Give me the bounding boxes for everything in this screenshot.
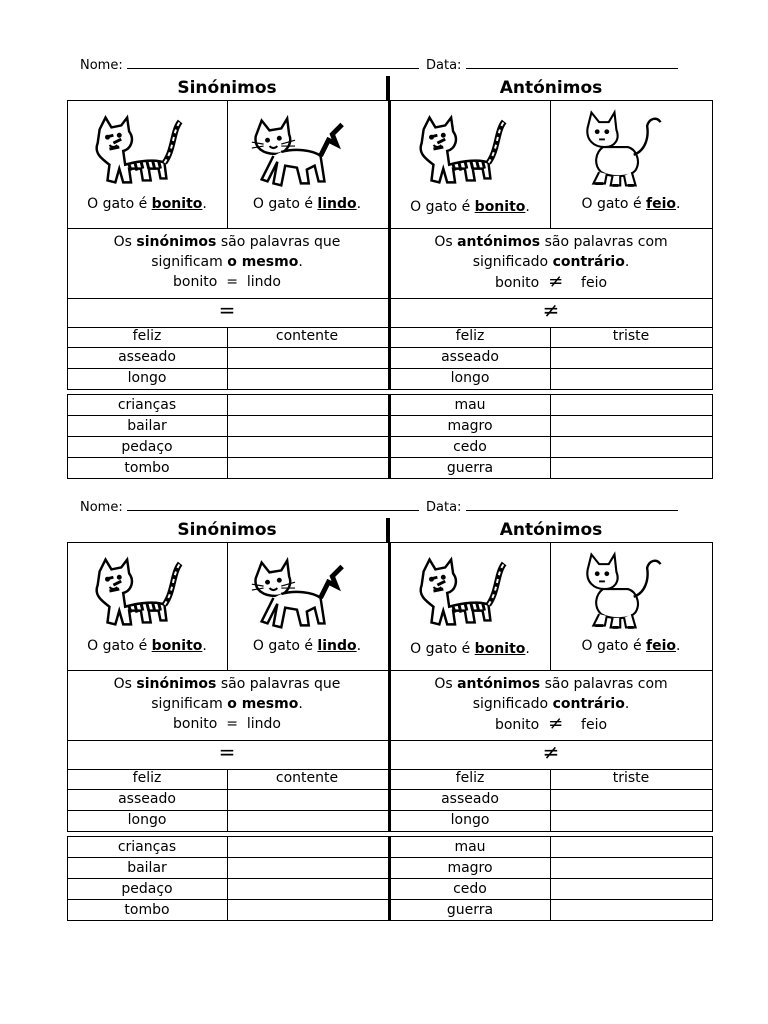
answer-cell[interactable] [550, 810, 712, 830]
not-equal-symbol: ≠ [542, 298, 560, 322]
worksheet [0, 0, 768, 476]
caption-antonym-a: O gato é bonito. [410, 199, 530, 215]
word-cell: asseado [441, 791, 499, 807]
word-cell: crianças [117, 397, 177, 413]
word-cell: longo [450, 812, 490, 828]
ugly-cat-icon [578, 106, 674, 192]
happy-cat-icon [242, 552, 350, 632]
word-cell: mau [454, 397, 486, 413]
caption-antonym-b: O gato é feio. [581, 638, 681, 654]
striped-cat-icon [80, 108, 188, 190]
synonyms-title: Sinónimos [177, 78, 277, 98]
name-label: Nome: [80, 500, 123, 515]
word-cell: tombo [124, 902, 170, 918]
synonyms-title: Sinónimos [177, 520, 277, 540]
word-cell: triste [612, 770, 650, 786]
answer-cell[interactable] [550, 789, 712, 809]
word-cell: crianças [117, 839, 177, 855]
word-cell: magro [447, 860, 493, 876]
word-cell: feliz [132, 770, 162, 786]
column-divider [386, 518, 390, 542]
not-equal-symbol: ≠ [542, 740, 560, 764]
caption-antonym-a: O gato é bonito. [410, 641, 530, 657]
answer-cell[interactable] [227, 789, 387, 809]
word-cell: longo [127, 370, 167, 386]
equals-symbol: = [218, 740, 236, 764]
date-line[interactable] [426, 56, 678, 73]
word-cell: magro [447, 418, 493, 434]
antonyms-title: Antónimos [499, 78, 603, 98]
answer-cell[interactable] [550, 837, 712, 921]
word-cell: asseado [118, 349, 176, 365]
date-label: Data: [426, 58, 462, 73]
word-cell: guerra [446, 460, 494, 476]
word-cell: cedo [453, 881, 487, 897]
answer-cell[interactable] [550, 368, 712, 388]
word-cell: tombo [124, 460, 170, 476]
word-cell: guerra [446, 902, 494, 918]
antonyms-definition: Os antónimos são palavras com significado contrário. bonito ≠ feio [434, 676, 668, 734]
name-line[interactable] [80, 498, 419, 515]
answer-cell[interactable] [227, 810, 387, 830]
word-cell: asseado [441, 349, 499, 365]
word-cell: mau [454, 839, 486, 855]
answer-cell[interactable] [227, 368, 387, 388]
caption-synonym-a: O gato é bonito. [87, 196, 207, 212]
caption-synonym-b: O gato é lindo. [252, 196, 362, 212]
ugly-cat-icon [578, 548, 674, 634]
antonyms-title: Antónimos [499, 520, 603, 540]
word-cell: bailar [127, 860, 167, 876]
word-cell: bailar [127, 418, 167, 434]
synonyms-definition: Os sinónimos são palavras que significam o mesmo. bonito = lindo [113, 234, 341, 290]
word-cell: feliz [455, 328, 485, 344]
striped-cat-icon [404, 550, 512, 632]
answer-cell[interactable] [550, 347, 712, 367]
date-line[interactable] [426, 498, 678, 515]
striped-cat-icon [404, 108, 512, 190]
caption-synonym-b: O gato é lindo. [252, 638, 362, 654]
word-cell: contente [275, 328, 339, 344]
answer-cell[interactable] [227, 837, 387, 921]
word-cell: contente [275, 770, 339, 786]
word-cell: triste [612, 328, 650, 344]
caption-antonym-b: O gato é feio. [581, 196, 681, 212]
equals-symbol: = [218, 298, 236, 322]
word-cell: longo [450, 370, 490, 386]
worksheet [0, 442, 768, 918]
caption-synonym-a: O gato é bonito. [87, 638, 207, 654]
word-cell: longo [127, 812, 167, 828]
antonyms-definition: Os antónimos são palavras com significado contrário. bonito ≠ feio [434, 234, 668, 292]
date-label: Data: [426, 500, 462, 515]
word-cell: asseado [118, 791, 176, 807]
name-label: Nome: [80, 58, 123, 73]
column-divider [386, 76, 390, 100]
answer-cell[interactable] [227, 347, 387, 367]
word-cell: pedaço [121, 881, 173, 897]
striped-cat-icon [80, 550, 188, 632]
name-line[interactable] [80, 56, 419, 73]
word-cell: cedo [453, 439, 487, 455]
word-cell: pedaço [121, 439, 173, 455]
word-cell: feliz [132, 328, 162, 344]
synonyms-definition: Os sinónimos são palavras que significam o mesmo. bonito = lindo [113, 676, 341, 732]
word-cell: feliz [455, 770, 485, 786]
happy-cat-icon [242, 110, 350, 190]
